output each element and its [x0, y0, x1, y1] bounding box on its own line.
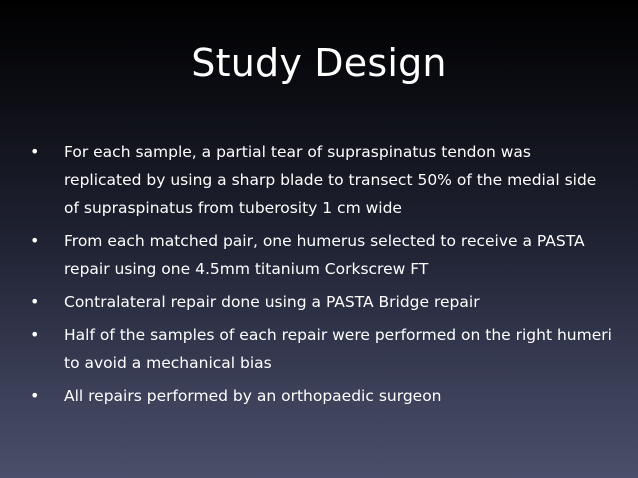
bullet-text: For each sample, a partial tear of supraspinatus tendon was replicated by using a sharp blade to transect 50% of the medial side of supraspinatus from tuberosity 1 cm wide — [64, 143, 597, 217]
bullet-text: Half of the samples of each repair were performed on the right humeri to avoid a mechanical bias — [64, 326, 612, 372]
bullet-list — [30, 138, 612, 415]
slide-title: Study Design — [191, 41, 447, 85]
bullet-item — [30, 288, 612, 316]
bullet-text: From each matched pair, one humerus selected to receive a PASTA repair using one 4.5mm titanium Corkscrew FT — [64, 232, 585, 278]
bullet-item — [30, 227, 612, 283]
bullet-icon: • — [30, 325, 40, 344]
bullet-icon: • — [30, 386, 40, 405]
bullet-text: Contralateral repair done using a PASTA Bridge repair — [64, 293, 480, 311]
bullet-icon: • — [30, 231, 40, 250]
bullet-text: All repairs performed by an orthopaedic surgeon — [64, 387, 442, 405]
bullet-icon: • — [30, 292, 40, 311]
bullet-icon: • — [30, 142, 40, 161]
bullet-item — [30, 321, 612, 377]
bullet-item — [30, 138, 612, 222]
bullet-item — [30, 382, 612, 410]
